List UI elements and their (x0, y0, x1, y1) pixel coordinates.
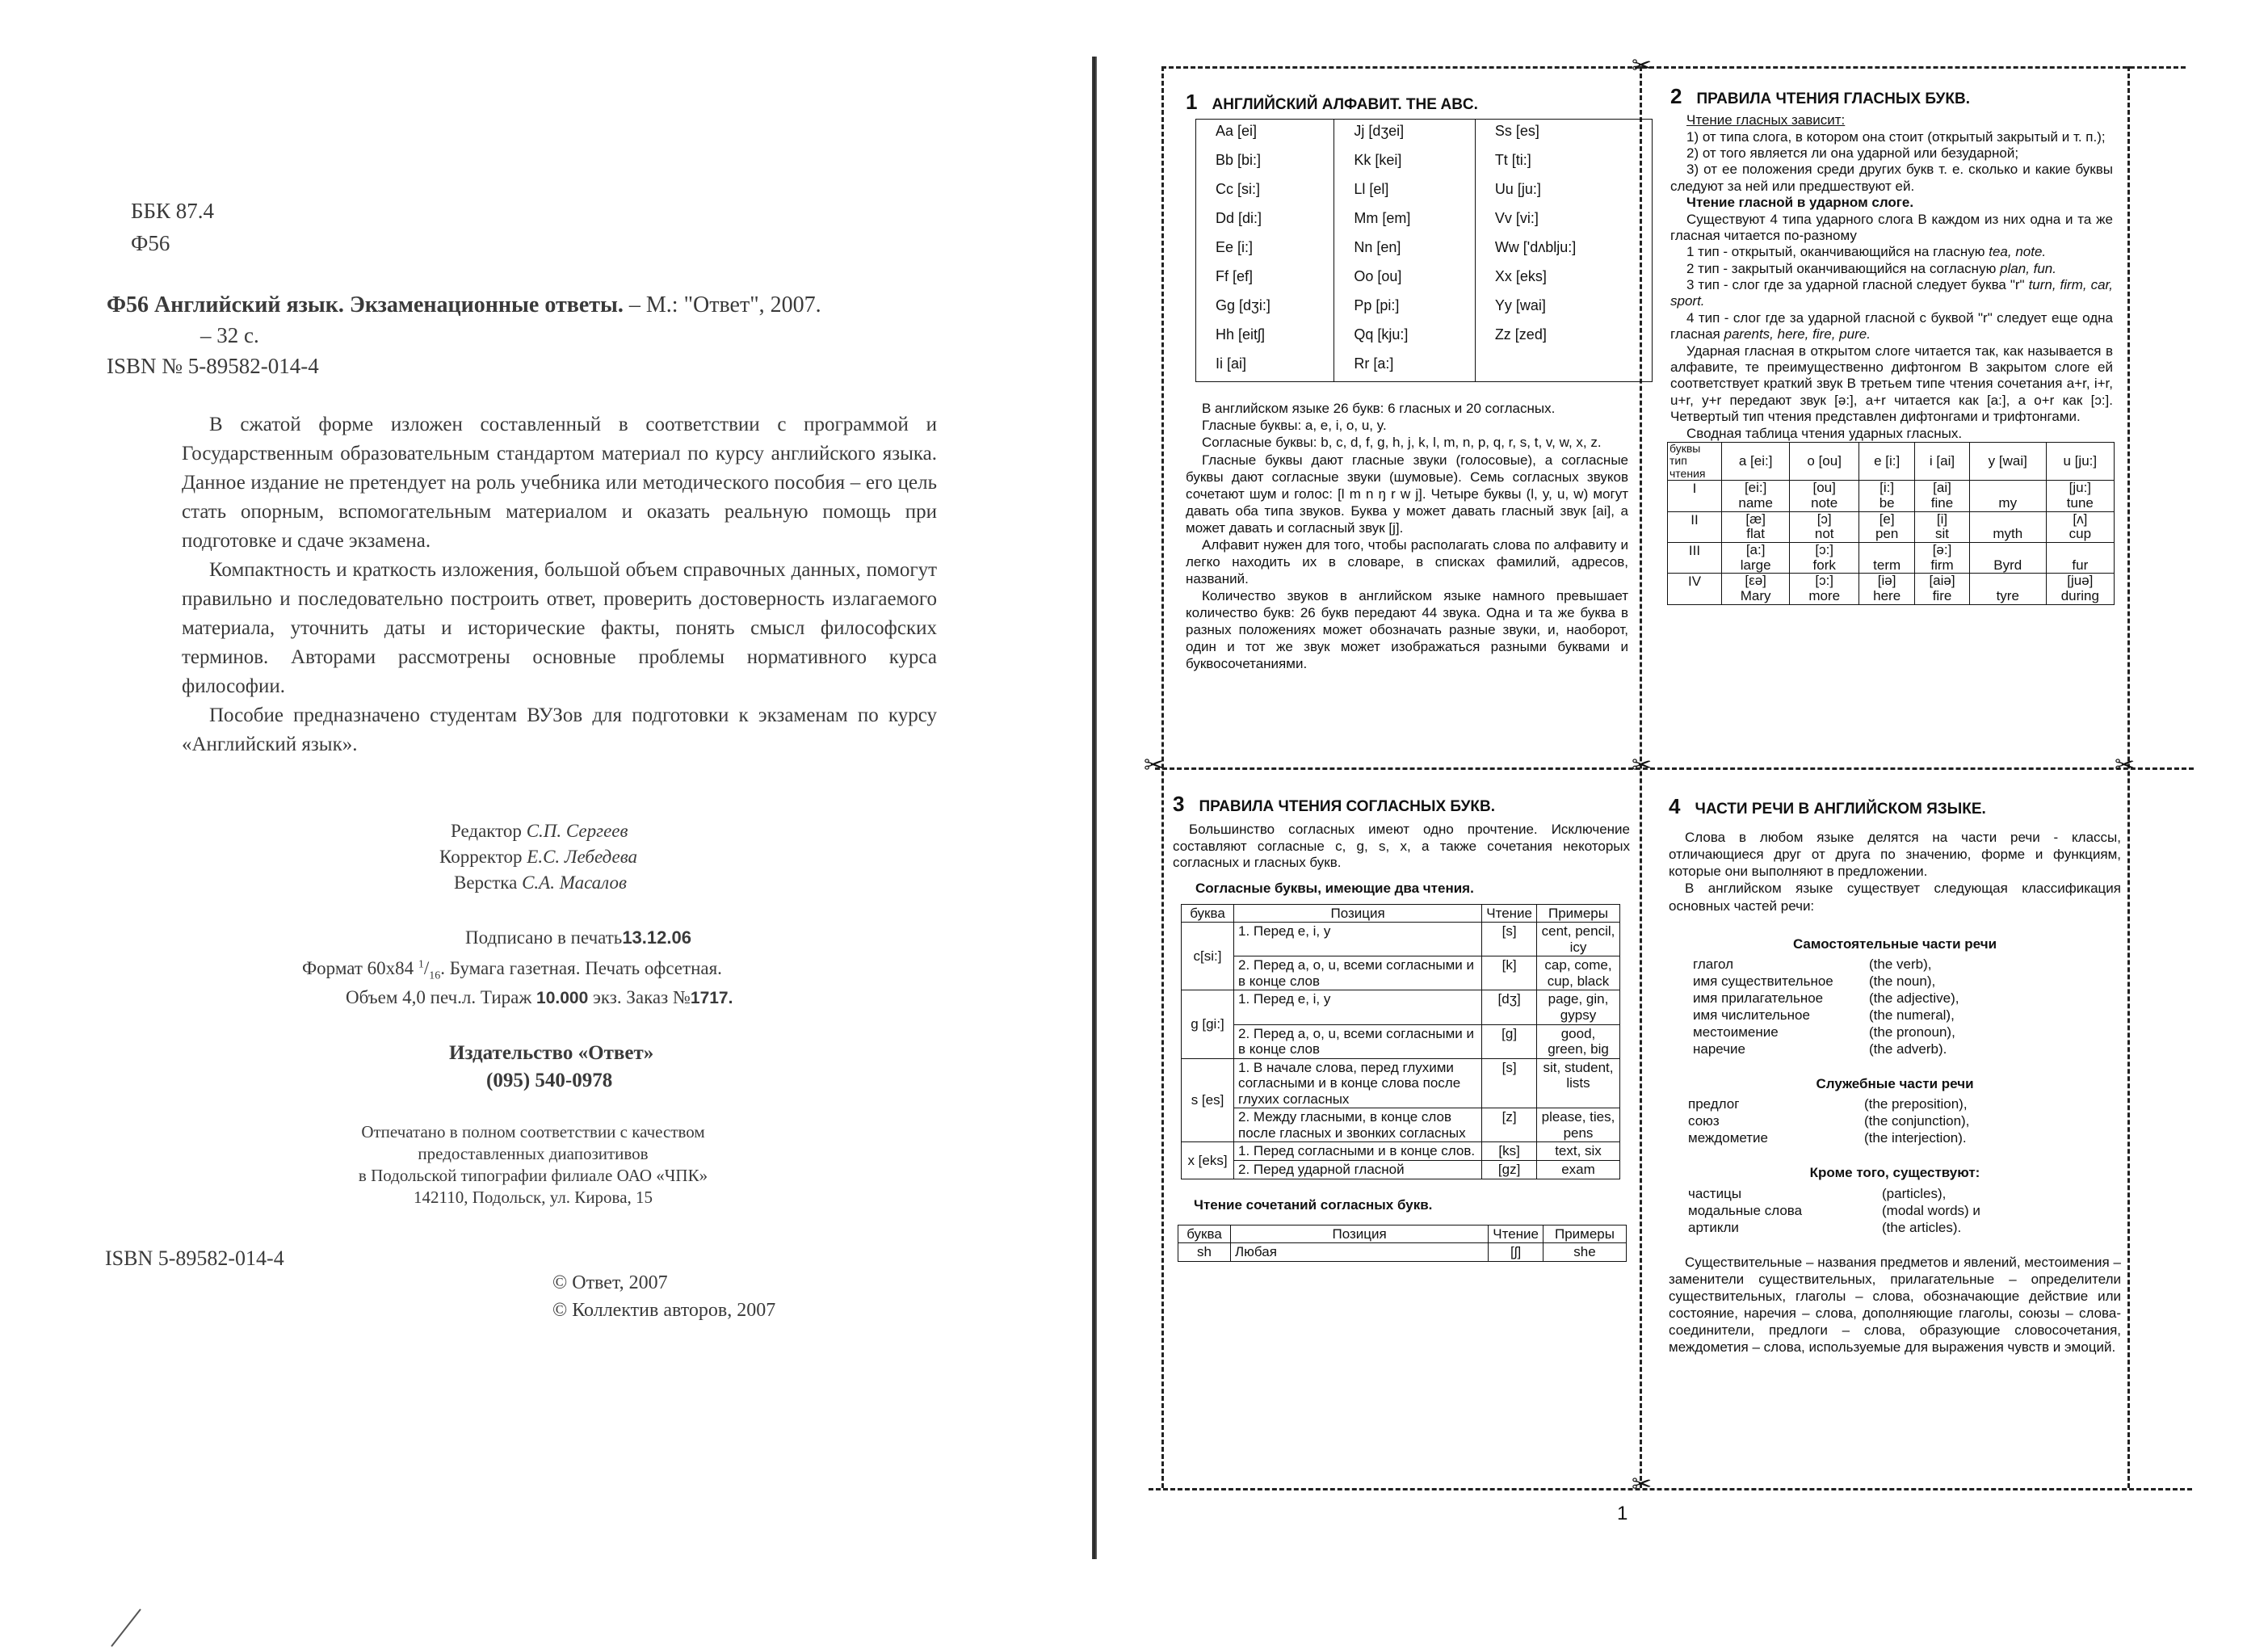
section-number: 3 (1173, 792, 1185, 816)
list-item: имя числительное (the numeral), (1693, 1007, 1955, 1023)
section-title: АНГЛИЙСКИЙ АЛФАВИТ. THE ABC. (1212, 96, 1478, 113)
sound-cell: [gz] (1482, 1160, 1537, 1179)
isbn-bottom: ISBN 5-89582-014-4 (105, 1247, 284, 1270)
reading-type: IV (1668, 574, 1722, 604)
sound-cell: [ks] (1482, 1142, 1537, 1161)
alphabet-cell: Ww ['dʌblju:] (1475, 236, 1652, 265)
alphabet-cell: Ll [el] (1334, 178, 1475, 207)
list-item: модальные слова (modal words) и (1688, 1202, 1980, 1218)
section-1-text: В английском языке 26 букв: 6 гласных и 20 согласных. Гласные буквы: a, e, i, o, u, y. Согласные буквы: b, c, d, f, g, h, j, k, l, m, n, p, q, r, s, t, v, w, x, z. Гласные буквы дают гласные звуки (голосовые), а согласные буквы дают согласные звуки (шумовые). Семь согласных звуков сочетают шум и голос: [l m n ŋ r w j]. Четыре буквы (l, y, u, w) могут давать оба типа звуков. Буква y может давать гласный звук [ai], а может давать и согласный звук [j]. Алфавит нужен для того, чтобы располагать слова по алфавиту и легко находить их в словаре, в списках фамилий, адресов, названий. Количество звуков в английском языке намного превышает количество букв: 26 букв передают 44 звука. Одна и та же буква в разных положениях может обозначать разные звуки, и, наоборот, один и тот же звук может изображаться разными буквами и буквосочетаниями. (1186, 401, 1628, 672)
biblio-publisher: – М.: "Ответ", 2007. (623, 292, 821, 317)
signed-line: Подписано в печать13.12.06 (465, 927, 691, 948)
alphabet-cell: Ii [ai] (1196, 352, 1334, 382)
position-cell: 1. В начале слова, перед глухими согласными и в конце слова после глухих согласных (1234, 1058, 1482, 1108)
consonant-table (1181, 904, 1620, 1179)
example-cell: page, gin, gypsy (1537, 990, 1620, 1024)
alphabet-cell: Aa [ei] (1196, 120, 1334, 149)
table-cell: fur (2046, 542, 2114, 573)
position-cell: 1. Перед e, i, y (1234, 923, 1482, 956)
alphabet-row (1196, 149, 1653, 178)
table-cell: [juə] during (2046, 574, 2114, 604)
reading-type: III (1668, 542, 1722, 573)
column-header: Примеры (1537, 904, 1620, 923)
list-item: имя прилагательное (the adjective), (1693, 990, 1959, 1006)
table-cell: [ʌ] cup (2046, 511, 2114, 542)
section-number: 4 (1669, 794, 1681, 818)
alphabet-cell: Kk [kei] (1334, 149, 1475, 178)
table-header: буквы тип чтения a [ei:] o [ou] e [i:] i [ai] y [wai] u [ju:] (1668, 443, 2115, 481)
table-cell: [ɔ:] fork (1790, 542, 1859, 573)
scissors-icon: ✂ (1632, 53, 1653, 79)
table-cell: [aiə] fire (1915, 574, 1970, 604)
alphabet-row (1196, 323, 1653, 352)
left-page (0, 0, 1074, 1648)
alphabet-cell: Hh [eitʃ] (1196, 323, 1334, 352)
table-cell: [i:] be (1859, 481, 1915, 511)
annotation-para-2: Компактность и краткость изложения, большой объем справочных данных, помогут правильно и последовательно построить ответ, проверить достоверность излагаемого материала, уточнить даты и исторические факты, понять смысл философских терминов. Авторами рассмотрены основные проблемы нормативного курса философии. (182, 559, 937, 697)
layout-line: Верстка С.А. Масалов (454, 872, 627, 893)
section-alphabet (1186, 89, 1628, 673)
letter-cell: c[si:] (1182, 923, 1234, 990)
alphabet-cell: Pp [pi:] (1334, 294, 1475, 323)
copyright-publisher: © Ответ, 2007 (552, 1272, 668, 1293)
column-header: Позиция (1231, 1225, 1489, 1243)
position-cell: 1. Перед e, i, y (1234, 990, 1482, 1024)
annotation-para-3: Пособие предназначено студентам ВУЗов для подготовки к экзаменам по курсу «Английский язык». (182, 704, 937, 755)
section-2-heading (1670, 84, 2113, 109)
alphabet-row (1196, 178, 1653, 207)
scissors-icon: ✂ (1632, 1471, 1653, 1498)
section-number: 2 (1670, 84, 1682, 108)
table-cell: [i] sit (1915, 511, 1970, 542)
position-cell: 2. Перед a, o, u, всеми согласными и в конце слов (1234, 1024, 1482, 1058)
right-page (1098, 0, 2268, 1648)
column-header: Позиция (1234, 904, 1482, 923)
vowel-reading-table (1667, 442, 2115, 605)
example-cell: cap, come, cup, black (1537, 956, 1620, 990)
table-cell: term (1859, 542, 1915, 573)
table-cell: [εə] Mary (1722, 574, 1790, 604)
column-header: буква (1182, 904, 1234, 923)
volume-line: Объем 4,0 печ.л. Тираж 10.000 экз. Заказ №1717. (346, 987, 733, 1007)
column-header: буква (1178, 1225, 1231, 1243)
cut-line-bottom (1149, 1488, 2192, 1490)
table-row (1668, 481, 2115, 511)
reading-type: II (1668, 511, 1722, 542)
sound-cell: [s] (1482, 1058, 1537, 1108)
sound-cell: [s] (1482, 923, 1537, 956)
publisher-phone: (095) 540-0978 (486, 1070, 613, 1091)
copyright-authors: © Коллектив авторов, 2007 (552, 1300, 776, 1321)
table-row (1668, 574, 2115, 604)
table-header (1178, 1225, 1627, 1243)
table-row (1182, 923, 1620, 956)
format-line: Формат 60х84 $^1/_{16}$. Бумага газетная. Печать офсетная. (302, 958, 722, 982)
vowel-column-header: y [wai] (1969, 443, 2046, 481)
list-item: наречие (the adverb). (1693, 1041, 1947, 1057)
alphabet-cell: Bb [bi:] (1196, 149, 1334, 178)
sound-cell: [dʒ] (1482, 990, 1537, 1024)
alphabet-cell: Xx [eks] (1475, 265, 1652, 294)
list-item: местоимение (the pronoun), (1693, 1024, 1955, 1041)
table-cell: [ɔ:] more (1790, 574, 1859, 604)
scissors-icon: ✂ (1144, 752, 1165, 779)
alphabet-table (1195, 119, 1653, 382)
editor-line: Редактор С.П. Сергеев (451, 821, 628, 841)
bibliographic-line (107, 292, 821, 318)
alphabet-cell: Ss [es] (1475, 120, 1652, 149)
example-cell: exam (1537, 1160, 1620, 1179)
sound-cell: [z] (1482, 1108, 1537, 1142)
position-cell: 2. Между гласными, в конце слов после гласных и звонких согласных (1234, 1108, 1482, 1142)
example-cell: text, six (1537, 1142, 1620, 1161)
alphabet-cell (1475, 352, 1652, 382)
table-cell: [ə:] firm (1915, 542, 1970, 573)
list-item: имя существительное (the noun), (1693, 973, 1936, 989)
vowel-column-header: i [ai] (1915, 443, 1970, 481)
column-header: Примеры (1544, 1225, 1627, 1243)
list-item: предлог (the preposition), (1688, 1096, 1968, 1112)
page-fold (1092, 57, 1097, 1559)
alphabet-row (1196, 294, 1653, 323)
alphabet-cell: Rr [a:] (1334, 352, 1475, 382)
corrector-line: Корректор Е.С. Лебедева (439, 847, 638, 867)
letter-cell: s [es] (1182, 1058, 1234, 1142)
signed-date: 13.12.06 (622, 927, 691, 948)
reading-type: I (1668, 481, 1722, 511)
table-row (1182, 1058, 1620, 1108)
table-cell: [ɔ] not (1790, 511, 1859, 542)
bbk-code: ББК 87.4 (131, 199, 215, 223)
alphabet-row (1196, 120, 1653, 149)
sound-cell: [k] (1482, 956, 1537, 990)
printing-info: Отпечатано в полном соответствии с качеством предоставленных диапозитивов в Подольской типографии филиале ОАО «ЧПК» 142110, Подольск, ул. Кирова, 15 (358, 1122, 708, 1207)
alphabet-row (1196, 207, 1653, 236)
alphabet-cell: Oo [ou] (1334, 265, 1475, 294)
section-title: ПРАВИЛА ЧТЕНИЯ ГЛАСНЫХ БУКВ. (1696, 90, 1970, 107)
table-row (1668, 511, 2115, 542)
combination-table (1178, 1225, 1627, 1262)
column-header: Чтение (1489, 1225, 1544, 1243)
example-cell: good, green, big (1537, 1024, 1620, 1058)
position-cell: 2. Перед ударной гласной (1234, 1160, 1482, 1179)
biblio-title: Ф56 Английский язык. Экзаменационные ответы. (107, 292, 624, 317)
page-number: 1 (1617, 1503, 1628, 1524)
table-cell: sh (1178, 1243, 1231, 1262)
table-cell: [ʃ] (1489, 1243, 1544, 1262)
position-cell: 1. Перед согласными и в конце слов. (1234, 1142, 1482, 1161)
alphabet-cell: Mm [em] (1334, 207, 1475, 236)
function-parts-list (1669, 1095, 2121, 1146)
alphabet-cell: Vv [vi:] (1475, 207, 1652, 236)
table-cell: [æ] flat (1722, 511, 1790, 542)
table-row (1182, 1142, 1620, 1161)
alphabet-cell: Qq [kju:] (1334, 323, 1475, 352)
vowel-column-header: o [ou] (1790, 443, 1859, 481)
alphabet-cell: Gg [dʒi:] (1196, 294, 1334, 323)
section-1-heading (1186, 89, 1628, 116)
vowel-column-header: a [ei:] (1722, 443, 1790, 481)
sound-cell: [g] (1482, 1024, 1537, 1058)
alphabet-cell: Uu [ju:] (1475, 178, 1652, 207)
table-cell: tyre (1969, 574, 2046, 604)
list-item: междометие (the interjection). (1688, 1130, 1967, 1146)
example-cell: please, ties, pens (1537, 1108, 1620, 1142)
biblio-pages: – 32 с. (200, 323, 259, 347)
subheading: Согласные буквы, имеющие два чтения. (1195, 881, 1474, 897)
alphabet-cell: Cc [si:] (1196, 178, 1334, 207)
table-header (1182, 904, 1620, 923)
alphabet-cell: Ff [ef] (1196, 265, 1334, 294)
annotation-para-1: В сжатой форме изложен составленный в соответствии с программой и Государственным образовательным стандартом материал по курсу английского языка. Данное издание не претендует на роль учебника или методического пособия – его цель стать опорным, вспомогательным материалом и оказать реальную помощь при подготовке и сдаче экзамена. (182, 414, 937, 552)
subheading: Чтение сочетаний согласных букв. (1194, 1196, 1433, 1213)
example-cell: sit, student, lists (1537, 1058, 1620, 1108)
table-cell: my (1969, 481, 2046, 511)
table-row (1668, 542, 2115, 573)
list-item: глагол (the verb), (1693, 956, 1932, 972)
scan-mark (108, 1608, 144, 1648)
section-vowel-rules: 2 ПРАВИЛА ЧТЕНИЯ ГЛАСНЫХ БУКВ. Чтение гласных зависит: 1) от типа слога, в котором она стоит (открытый закрытый и т. п.); 2) от того является ли она ударной или безударной; 3) от ее положения среди других букв т. е. сколько и какие буквы следуют за ней или предшествуют ей. Чтение гласной в ударном слоге. Существуют 4 типа ударного слога В каждом из них одна и та же гласная читается по-разному 1 тип - открытый, оканчивающийся на гласную tea, note. 2 тип - закрытый оканчивающийся на согласную plan, fun. 3 тип - слог где за ударной гласной следует буква "r" turn, firm, car, sport. 4 тип - слог где за ударной гласной с буквой "r" следует еще одна гласная parents, here, fire, pure. Ударная гласная в открытом слоге читается так, как называется в алфавите, те преимущественно дифтонгом В закрытом слоге ей соответствует краткий звук В третьем типе чтения сочетания a+r, i+r, u+r, y+r передают звук [ə:], a+r читается как [a:], а o+r как [ɔ:]. Четвертый тип чтения представлен дифтонгами и трифтонгами. Сводная таблица чтения ударных гласных. буквы тип чтения a [ei:] o [ou] e [i:] i [ai] y [wai] u [ju:] I [ei:] name [ou] note [i:] be [ai] fine my [ju:] tune II [æ] flat [ɔ] not [e] pen [i] sit myth [ʌ] cup III [a:] large [ɔ:] fork term [ə:] firm Byrd fur IV [εə] Mary [ɔ:] more [iə] here [aiə] fire tyre [juə] during (1670, 84, 2113, 605)
table-cell: [a:] large (1722, 542, 1790, 573)
table-cell: [ou] note (1790, 481, 1859, 511)
section-title: ЧАСТИ РЕЧИ В АНГЛИЙСКОМ ЯЗЫКЕ. (1695, 801, 1986, 818)
column-header: Чтение (1482, 904, 1537, 923)
table-cell: Любая (1231, 1243, 1489, 1262)
section-3-heading (1173, 792, 1630, 817)
table-cell: [ai] fine (1915, 481, 1970, 511)
alphabet-cell: Zz [zed] (1475, 323, 1652, 352)
alphabet-row (1196, 236, 1653, 265)
table-cell: she (1544, 1243, 1627, 1262)
table-row (1182, 956, 1620, 990)
table-row (1182, 1160, 1620, 1179)
alphabet-cell: Jj [dʒei] (1334, 120, 1475, 149)
alphabet-cell: Ee [i:] (1196, 236, 1334, 265)
vowel-column-header: e [i:] (1859, 443, 1915, 481)
list-item: артикли (the articles). (1688, 1219, 1962, 1235)
alphabet-cell: Nn [en] (1334, 236, 1475, 265)
list-item: частицы (particles), (1688, 1185, 1947, 1201)
other-parts-list (1669, 1185, 2121, 1236)
alphabet-row (1196, 352, 1653, 382)
table-cell: Byrd (1969, 542, 2046, 573)
section-4-heading (1669, 793, 2121, 819)
alphabet-cell: Dd [di:] (1196, 207, 1334, 236)
cut-line-top (1161, 66, 2186, 69)
print-run: 10.000 (536, 989, 589, 1007)
alphabet-cell: Tt [ti:] (1475, 149, 1652, 178)
section-title: ПРАВИЛА ЧТЕНИЯ СОГЛАСНЫХ БУКВ. (1199, 798, 1495, 815)
author-code: Ф56 (131, 231, 170, 255)
table-cell: [ei:] name (1722, 481, 1790, 511)
scissors-icon: ✂ (2115, 752, 2136, 779)
cut-line-middle (1155, 767, 2194, 770)
table-row (1182, 990, 1620, 1024)
letter-cell: g [gi:] (1182, 990, 1234, 1058)
table-row (1178, 1243, 1627, 1262)
table-row (1182, 1108, 1620, 1142)
scissors-icon: ✂ (1632, 752, 1653, 779)
section-number: 1 (1186, 90, 1198, 114)
section-parts-of-speech: 4 ЧАСТИ РЕЧИ В АНГЛИЙСКОМ ЯЗЫКЕ. Слова в любом языке делятся на части речи - классы, отличающиеся друг от друга по значению, форме и функциям, которые они выполняют в предложении. В английском языке существует следующая классификация основных частей речи: Самостоятельные части речи глагол (the verb), имя существительное (the noun), имя прилагательное (the adjective), имя числительное (the numeral), местоимение (the pronoun), наречие (the adverb). Служебные части речи предлог (the preposition), союз (the conjunction), междометие (the interjection). Кроме того, существуют: частицы (particles), модальные слова (modal words) и артикли (the articles). Существительные – названия предметов и явлений, местоимения – заменители существительных, прилагательные – определители существительных, глаголы – слова, обозначающие действие или состояние, наречия – слова, дополняющие глаголы, союзы – слова-соединители, предлоги – слова, образующие словосочетания, междометия – слова, используемые для выражения чувств и эмоций. (1669, 794, 2121, 1356)
section-consonant-rules: 3 ПРАВИЛА ЧТЕНИЯ СОГЛАСНЫХ БУКВ. Большинство согласных имеют одно прочтение. Исключение составляют согласные c, g, s, x, а также сочетания некоторых согласных и гласных букв. Согласные буквы, имеющие два чтения. буква Позиция Чтение Примеры c[si:] 1. Перед e, i, y [s] cent, pencil, icy 2. Перед a, o, u, всеми согласными и в конце слов [k] cap, come, cup, black g [gi:] 1. Перед e, i, y [dʒ] page, gin, gypsy 2. Перед a, o, u, всеми согласными и в конце слов [g] good, green, big s [es] 1. В начале слова, перед глухими согласными и в конце слова после глухих согласных [s] sit, student, lists 2. Между гласными, в конце слов после гласных и звонких согласных [z] please, ties, pens x [eks] 1. Перед согласными и в конце слов. [ks] text, six 2. Перед ударной гласной [gz] exam Чтение сочетаний согласных букв. буква Позиция Чтение Примеры sh Любая [ʃ] she (1173, 792, 1630, 1262)
vowel-column-header: u [ju:] (2046, 443, 2114, 481)
annotation (182, 410, 937, 759)
alphabet-row (1196, 265, 1653, 294)
table-cell: myth (1969, 511, 2046, 542)
independent-parts-list (1669, 956, 2121, 1057)
publisher-name: Издательство «Ответ» (449, 1042, 654, 1064)
list-item: союз (the conjunction), (1688, 1113, 1970, 1129)
table-cell: [ju:] tune (2046, 481, 2114, 511)
example-cell: cent, pencil, icy (1537, 923, 1620, 956)
position-cell: 2. Перед a, o, u, всеми согласными и в конце слов (1234, 956, 1482, 990)
table-row (1182, 1024, 1620, 1058)
order-number: 1717. (690, 989, 733, 1007)
table-cell: [iə] here (1859, 574, 1915, 604)
table-cell: [e] pen (1859, 511, 1915, 542)
isbn-line: ISBN № 5-89582-014-4 (107, 354, 319, 378)
alphabet-cell: Yy [wai] (1475, 294, 1652, 323)
letter-cell: x [eks] (1182, 1142, 1234, 1179)
